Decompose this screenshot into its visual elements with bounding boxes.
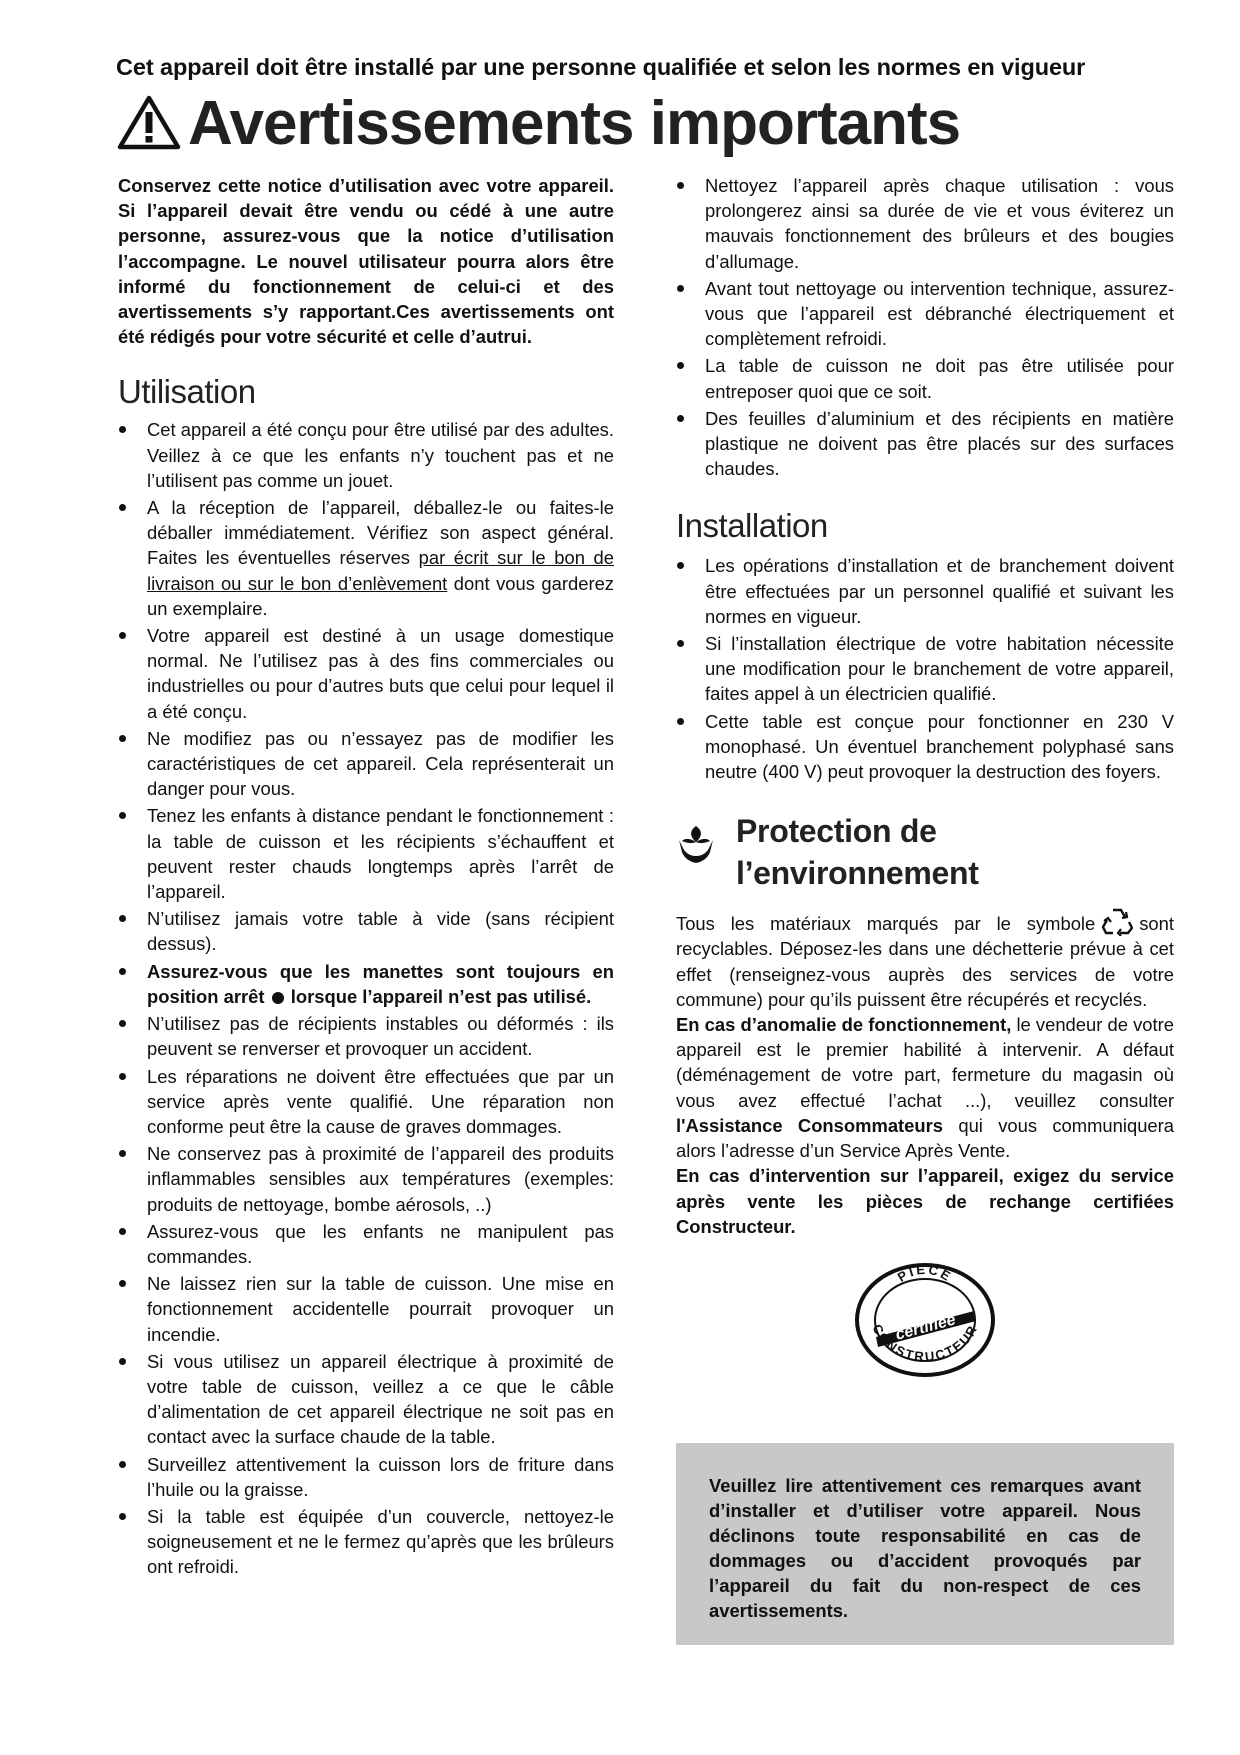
right-column bbox=[676, 173, 1174, 1379]
disclaimer-text: Veuillez lire attentivement ces remarques avant d’installer et d’utiliser votre appareil. Nous déclinons toute responsabilité en cas de dommages ou d’accident provoqués par l’appareil du fait du non-respect de ces avertissements. bbox=[709, 1475, 1141, 1621]
list-item bbox=[118, 1271, 614, 1347]
list-item-text: dont vous garderez un exemplaire. bbox=[147, 572, 614, 619]
environment-title bbox=[736, 810, 979, 894]
installation-heading: Installation bbox=[676, 507, 828, 545]
bullet-icon bbox=[119, 812, 126, 819]
recycle-text: Tous les matériaux marqués par le symbole bbox=[676, 913, 1096, 935]
disclaimer-box bbox=[676, 1443, 1174, 1645]
recycle-paragraph bbox=[676, 906, 1174, 1012]
list-item bbox=[118, 1349, 614, 1450]
bullet-icon bbox=[119, 968, 126, 975]
bullet-icon bbox=[119, 1228, 126, 1235]
list-item-text: Avant tout nettoyage ou intervention technique, assurez-vous que l’appareil est débranché électriquement et complètement refroidi. bbox=[705, 277, 1174, 350]
list-item-text: Votre appareil est destiné à un usage domestique normal. Ne l’utilisez pas à des fins commerciales ou industrielles ou pour d’autres buts que celui pour lequel il a été conçu. bbox=[147, 625, 614, 722]
list-item bbox=[118, 1141, 614, 1217]
anomaly-bold: En cas d’anomalie de fonctionnement, bbox=[676, 1014, 1012, 1036]
underlined-text: par écrit sur le bon de livraison ou sur le bon d’enlèvement bbox=[147, 547, 614, 594]
list-item-text: Si la table est équipée d’un couvercle, nettoyez-le soigneusement et ne le fermez qu’après que les brûleurs ont refroidi. bbox=[147, 1505, 614, 1578]
off-position-icon bbox=[272, 992, 284, 1004]
bullet-icon bbox=[677, 285, 684, 292]
list-item bbox=[118, 726, 614, 802]
bullet-icon bbox=[119, 1358, 126, 1365]
list-item-text: Ne conservez pas à proximité de l’appareil des produits inflammables sensibles aux températures (exemples: produits de nettoyage, bombe aérosols, ..) bbox=[147, 1143, 614, 1215]
list-item-text: N’utilisez pas de récipients instables ou déformés : ils peuvent se renverser et provoquer un accident. bbox=[147, 1013, 614, 1060]
bullet-icon bbox=[119, 1513, 126, 1520]
bullet-icon bbox=[119, 1073, 126, 1080]
list-item-text: Des feuilles d’aluminium et des récipients en matière plastique ne doivent pas être placés sur des surfaces chaudes. bbox=[705, 407, 1174, 480]
list-item-text: Cette table est conçue pour fonctionner en 230 V monophasé. Un éventuel branchement polyphasé sans neutre (400 V) peut provoquer la destruction des foyers. bbox=[705, 710, 1174, 783]
list-item bbox=[118, 1219, 614, 1269]
intro-paragraph: Conservez cette notice d’utilisation avec votre appareil. Si l’appareil devait être vendu ou cédé à une autre personne, assurez-vous que la notice d’utilisation l’accompagne. Le nouvel utilisateur pourra alors être informé du fonctionnement de celui-ci et des avertissements s’y rapportant.Ces avertissements ont été rédigés pour votre sécurité et celle d’autrui. bbox=[118, 175, 614, 348]
list-item-text: Si l’installation électrique de votre habitation nécessite une modification pour le branchement de votre appareil, faites appel à un électricien qualifié. bbox=[705, 633, 1174, 705]
recycle-text: sont recyclables. Déposez-les dans une déchetterie prévue à cet effet (renseignez-vous auprès des services de votre commune) pour qu’ils puissent être récupérés et recyclés. bbox=[676, 913, 1174, 1010]
bullet-icon bbox=[677, 415, 684, 422]
assistance-name: l'Assistance Consommateurs bbox=[676, 1114, 944, 1136]
bullet-icon bbox=[119, 1150, 126, 1157]
list-item-text: N’utilisez jamais votre table à vide (sans récipient dessus). bbox=[147, 908, 614, 955]
list-item bbox=[118, 1452, 614, 1502]
bullet-icon bbox=[677, 718, 684, 725]
list-item-text: lorsque l’appareil n’est pas utilisé. bbox=[290, 985, 592, 1007]
bullet-icon bbox=[119, 1280, 126, 1287]
utilisation-heading: Utilisation bbox=[118, 373, 256, 411]
list-item-text: Assurez-vous que les enfants ne manipulent pas commandes. bbox=[147, 1220, 614, 1267]
list-item-text: Nettoyez l’appareil après chaque utilisation : vous prolongerez ainsi sa durée de vie et vous éviterez un mauvais fonctionnement des brûleurs et des bougies d’allumage. bbox=[705, 175, 1174, 272]
page-title bbox=[116, 88, 960, 158]
list-item bbox=[676, 276, 1174, 352]
list-item-text: Tenez les enfants à distance pendant le fonctionnement : la table de cuisson et les récipients s’échauffent et peuvent rester chauds longtemps après l’arrêt de l’appareil. bbox=[147, 805, 614, 903]
list-item-text: Assurez-vous que les manettes sont toujours en position arrêt bbox=[147, 960, 614, 1007]
recycle-icon bbox=[1101, 906, 1133, 936]
list-item-text: Les réparations ne doivent être effectuées que par un service après vente qualifié. Une réparation non conforme peut être la cause de graves dommages. bbox=[147, 1065, 614, 1137]
bullet-icon bbox=[677, 362, 684, 369]
list-item-text: Ne modifiez pas ou n’essayez pas de modifier les caractéristiques de cet appareil. Cela représenterait un danger pour vous. bbox=[147, 727, 614, 800]
list-item bbox=[118, 1011, 614, 1061]
list-item-text: Surveillez attentivement la cuisson lors de friture dans l’huile ou la graisse. bbox=[147, 1453, 614, 1500]
list-item-text: La table de cuisson ne doit pas être utilisée pour entreposer quoi que ce soit. bbox=[705, 355, 1174, 402]
list-item bbox=[118, 495, 614, 621]
bullet-icon bbox=[119, 426, 126, 433]
bullet-icon bbox=[119, 915, 126, 922]
logo-top-text: PIECE bbox=[894, 1261, 956, 1285]
bullet-icon bbox=[119, 735, 126, 742]
intervention-paragraph: En cas d’intervention sur l’appareil, exigez du service après vente les pièces de rechange certifiées Constructeur. bbox=[676, 1165, 1174, 1237]
list-item bbox=[118, 1504, 614, 1580]
list-item bbox=[118, 803, 614, 904]
warning-icon bbox=[116, 94, 182, 152]
list-item bbox=[676, 353, 1174, 403]
list-item bbox=[118, 417, 614, 493]
bullet-icon bbox=[677, 562, 684, 569]
list-item bbox=[118, 1064, 614, 1140]
anomaly-text: le vendeur de votre appareil est le premier habilité à intervenir. A défaut (déménagement de votre part, fermeture du magasin où vous avez effectué l’achat ...), veuillez consulter bbox=[676, 1014, 1174, 1111]
installation-notice: Cet appareil doit être installé par une personne qualifiée et selon les normes en vigueur bbox=[116, 54, 1086, 80]
certified-parts-logo bbox=[676, 1261, 1174, 1379]
maintenance-list bbox=[676, 173, 1174, 481]
bullet-icon bbox=[119, 504, 126, 511]
environment-title-line2: l’environnement bbox=[736, 855, 979, 892]
list-item-text: A la réception de l’appareil, déballez-le ou faites-le déballer immédiatement. Vérifiez son aspect général. Faites les éventuelles réserves bbox=[147, 497, 614, 569]
hands-plant-icon bbox=[676, 822, 716, 866]
bullet-icon bbox=[119, 1461, 126, 1468]
utilisation-list bbox=[118, 417, 614, 1579]
title-text: Avertissements importants bbox=[188, 88, 961, 158]
bullet-icon bbox=[119, 1020, 126, 1027]
list-item-text: Cet appareil a été conçu pour être utilisé par des adultes. Veillez à ce que les enfants n’y touchent pas et ne l’utilisent pas comme un jouet. bbox=[147, 419, 614, 491]
list-item bbox=[676, 709, 1174, 785]
list-item bbox=[118, 959, 614, 1009]
left-column bbox=[118, 173, 614, 1582]
logo-middle-text: certifiée bbox=[893, 1311, 958, 1344]
list-item bbox=[118, 623, 614, 724]
list-item-text: Ne laissez rien sur la table de cuisson. Une mise en fonctionnement accidentelle pourrait provoquer un incendie. bbox=[147, 1273, 614, 1345]
list-item-text: Si vous utilisez un appareil électrique à proximité de votre table de cuisson, veillez a ce que le câble d’alimentation de cet appareil électrique ne soit pas en contact avec la surface chaude de la table. bbox=[147, 1350, 614, 1448]
anomaly-paragraph bbox=[676, 1012, 1174, 1163]
list-item bbox=[676, 631, 1174, 707]
anomaly-text: qui vous communiquera alors l’adresse d’un Service Après Vente. bbox=[676, 1114, 1174, 1162]
bullet-icon bbox=[677, 182, 684, 189]
list-item bbox=[676, 173, 1174, 274]
list-item bbox=[676, 406, 1174, 482]
certified-parts-seal bbox=[850, 1261, 1000, 1379]
environment-title-line1: Protection de bbox=[736, 813, 937, 850]
installation-list bbox=[676, 553, 1174, 784]
list-item bbox=[118, 906, 614, 956]
list-item bbox=[676, 553, 1174, 629]
bullet-icon bbox=[677, 640, 684, 647]
list-item-text: Les opérations d’installation et de branchement doivent être effectuées par un personnel qualifié et suivant les normes en vigueur. bbox=[705, 555, 1174, 627]
environment-heading bbox=[676, 810, 1174, 894]
bullet-icon bbox=[119, 632, 126, 639]
logo-bottom-text: CONSTRUCTEUR bbox=[869, 1321, 981, 1365]
